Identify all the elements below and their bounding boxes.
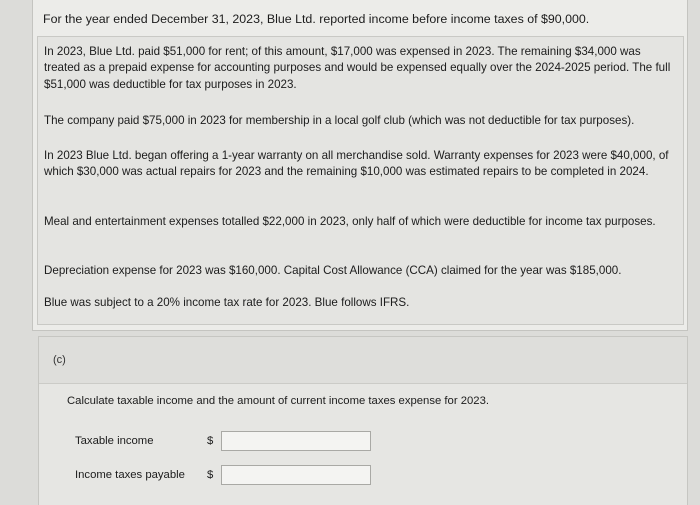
part-header bbox=[39, 337, 687, 384]
taxable-income-label: Taxable income bbox=[75, 435, 154, 447]
note-meals: Meal and entertainment expenses totalled $22,000 in 2023, only half of which were deductible for income tax purposes. bbox=[44, 215, 656, 228]
taxable-income-input[interactable] bbox=[221, 431, 371, 451]
note-rent: In 2023, Blue Ltd. paid $51,000 for rent; of this amount, $17,000 was expensed in 2023. The remaining $34,000 was treated as a prepaid expense for accounting purposes and would be expensed equally over the 2024-2025 period. The full $51,000 was deductible for tax purposes in 2023. bbox=[44, 45, 671, 91]
currency-symbol: $ bbox=[207, 435, 214, 447]
problem-panel bbox=[32, 0, 688, 331]
note-tax-rate: Blue was subject to a 20% income tax rate for 2023. Blue follows IFRS. bbox=[44, 296, 410, 309]
income-taxes-payable-input[interactable] bbox=[221, 465, 371, 485]
note-depreciation: Depreciation expense for 2023 was $160,000. Capital Cost Allowance (CCA) claimed for the year was $185,000. bbox=[44, 264, 622, 277]
currency-symbol: $ bbox=[207, 469, 214, 481]
problem-intro: For the year ended December 31, 2023, Blue Ltd. reported income before income taxes of $90,000. bbox=[43, 12, 590, 26]
part-c-panel bbox=[38, 336, 688, 505]
income-taxes-payable-row bbox=[75, 465, 395, 487]
note-warranty: In 2023 Blue Ltd. began offering a 1-year warranty on all merchandise sold. Warranty expenses for 2023 were $40,000, of which $30,000 was actual repairs for 2023 and the remaining $10,000 was estimated repairs to be completed in 2024. bbox=[44, 149, 669, 179]
part-instruction: Calculate taxable income and the amount of current income taxes expense for 2023. bbox=[67, 395, 490, 407]
note-golf-club: The company paid $75,000 in 2023 for membership in a local golf club (which was not deductible for tax purposes). bbox=[44, 114, 635, 127]
taxable-income-row bbox=[75, 431, 395, 453]
income-taxes-payable-label: Income taxes payable bbox=[75, 469, 185, 481]
part-label: (c) bbox=[53, 354, 66, 366]
problem-notes bbox=[37, 36, 684, 325]
